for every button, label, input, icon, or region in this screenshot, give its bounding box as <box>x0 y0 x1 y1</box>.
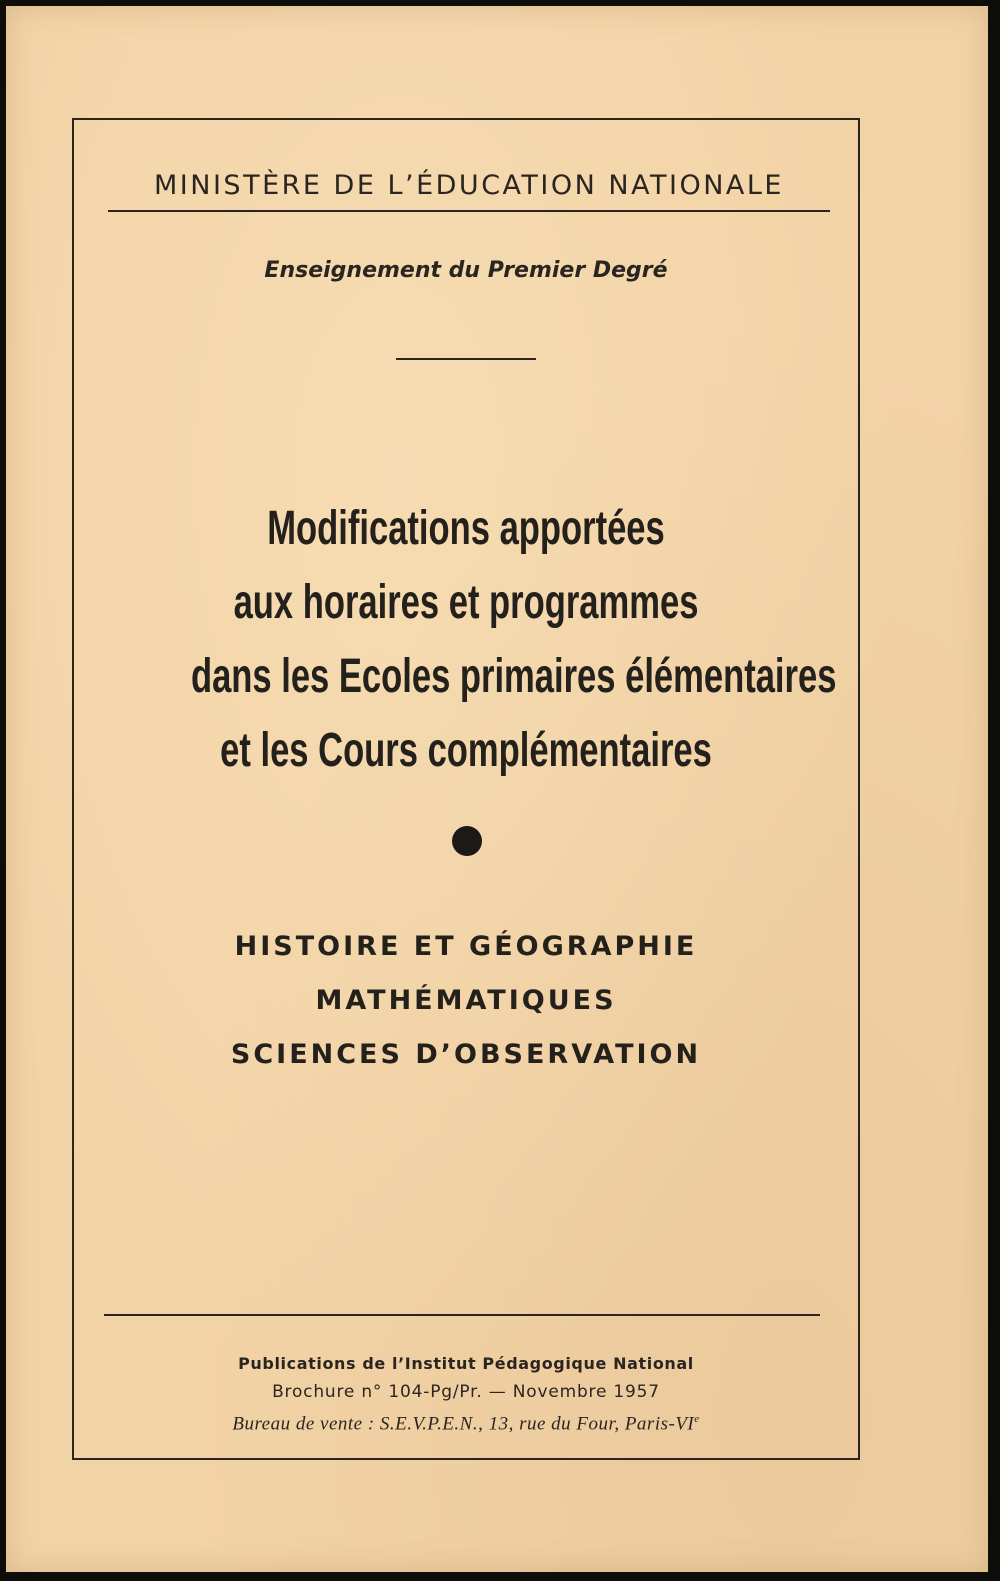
bureau-line <box>74 1406 858 1437</box>
ministry-heading: MINISTÈRE DE L’ÉDUCATION NATIONALE <box>154 170 784 201</box>
title-line: aux horaires et programmes <box>233 576 699 629</box>
publisher-line: Publications de l’Institut Pédagogique National <box>238 1354 694 1373</box>
subject-item: HISTOIRE ET GÉOGRAPHIE <box>234 931 698 962</box>
bureau-suffix: e <box>694 1413 700 1425</box>
subject-item: SCIENCES D’OBSERVATION <box>230 1039 702 1070</box>
title-line: Modifications apportées <box>267 502 665 555</box>
heading-rule <box>108 210 830 212</box>
cover-frame <box>72 118 860 1460</box>
footer-rule <box>104 1314 820 1316</box>
bullet-dot-icon <box>452 826 482 856</box>
title-line: dans les Ecoles primaires élémentaires <box>190 650 837 703</box>
subject-item: MATHÉMATIQUES <box>315 985 617 1016</box>
short-divider <box>396 358 536 360</box>
brochure-cover <box>6 6 988 1572</box>
brochure-line: Brochure n° 104-Pg/Pr. — Novembre 1957 <box>272 1382 660 1402</box>
subjects-list <box>74 920 858 1082</box>
main-title <box>84 492 848 788</box>
title-line: et les Cours complémentaires <box>220 724 712 777</box>
publication-footer <box>74 1350 858 1437</box>
bureau-text: Bureau de vente : S.E.V.P.E.N., 13, rue du Four, Paris-VI <box>232 1413 695 1435</box>
department-subtitle: Enseignement du Premier Degré <box>264 258 668 283</box>
